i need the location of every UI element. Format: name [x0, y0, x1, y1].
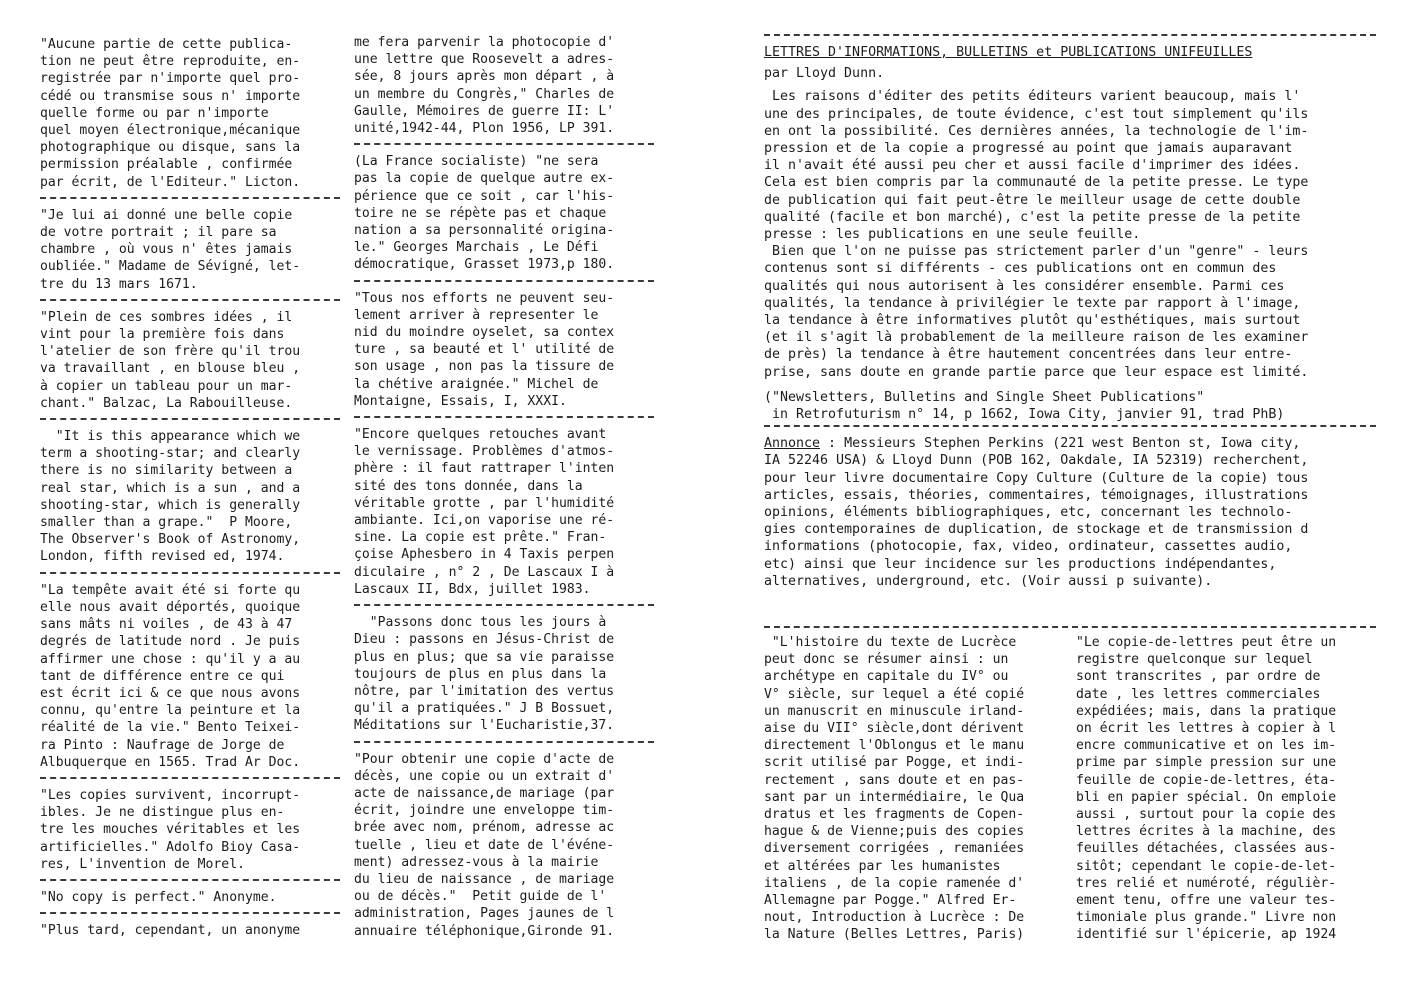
article-citation: ("Newsletters, Bulletins and Single Sheet Publications" in Retrofuturism n° 14, p 1662, Iowa City, janvier 91, trad PhB) — [764, 389, 1285, 423]
quote-bioy-casares: "Les copies survivent, incorrupt- ibles. Je ne distingue plus en- tre les mouches véritables et les artificielles." Adolfo Bioy Casa- res, L'invention de Morel. — [40, 787, 301, 872]
dashed-divider — [764, 626, 1376, 628]
quote-ernout: "L'histoire du texte de Lucrèce peut donc se résumer ainsi : un archétype en capitale du IV° ou V° siècle, sur lequel a été copié un manuscrit en minuscule irland- aise du VII° siècle,dont dérivent directement l'Oblongus et le manu scrit utilisé par Pogge, et indi- rectement , sans doute et en pas- sant par un intermédiaire, le Qua dratus et les fragments de Copen- hague & de Vienne;puis des copies diversement corrigées , remaniées et altérées par les humanistes italiens , de la copie ramenée d' Allemagne par Pogge." Alfred Er- nout, Introduction à Lucrèce : De la Nature (Belles Lettres, Paris) — [764, 635, 1025, 943]
dashed-divider — [40, 197, 340, 199]
quote-licton: "Aucune partie de cette publica- tion ne peut être reproduite, en- registrée par n'importe quel pro- cédé ou transmise sous n' importe quelle forme ou par n'importe quel moyen électronique,mécanique photographique ou disque, sans la permission préalable , confirmée par écrit, de l'Editeur." Licton. — [40, 37, 301, 190]
quote-balzac: "Plein de ces sombres idées , il vint pour la première fois dans l'atelier de son frère qu'il trou va travaillant , en blouse bleu , à copier un tableau pour un mar- chant." Balzac, La Rabouilleuse. — [40, 309, 301, 411]
quote-aphesbero: "Encore quelques retouches avant le vernissage. Problèmes d'atmos- phère : il faut rattraper l'inten sité des tons donnée, dans la véritable grotte , par l'humidité ambiante. Ici,on vaporise une ré- sine. La copie est prête." Fran- çoise Aphesbero in 4 Taxis perpen diculaire , n° 2 , De Lascaux I à Lascaux II, Bdx, juillet 1983. — [354, 427, 615, 597]
dashed-divider — [354, 741, 654, 743]
right-page — [764, 32, 1376, 943]
left-page-column-2 — [354, 34, 654, 940]
quote-anonyme: "No copy is perfect." Anonyme. — [40, 889, 277, 905]
article-body: Les raisons d'éditer des petits éditeurs varient beaucoup, mais l' une des principales, de toute évidence, c'est tout simplement qu'ils en ont la possibilité. Ces dernières années, la technologie de l'im- pression et de la copie a progressé au point que jamais auparavant il n'avait été aussi peu cher et aussi facile d'imprimer des idées. Cela est bien compris par la communauté de la petite presse. Le type de publication qui fait peut-être le meilleur usage de cette double qualité (facile et bon marché), c'est la petite presse de la petite presse : les publications en une seule feuille. Bien que l'on ne puisse pas strictement parler d'un "genre" - leurs contenus sont si différents - ces publications ont en commun des qualités qui nous autorisent à les considérer ensemble. Parmi ces qualités, la tendance à privilégier le texte par rapport à l'image, la tendance à être informatives plutôt qu'esthétiques, mais surtout (et il s'agit là probablement de la meilleure raison de les examiner de près) la tendance à être hautement concentrées dans leur entre- prise, sans doute en grande partie parce que leur espace est limité. — [764, 89, 1309, 380]
dashed-divider — [40, 777, 340, 779]
article-byline: par Lloyd Dunn. — [764, 66, 885, 82]
annonce-text: : Messieurs Stephen Perkins (221 west Benton st, Iowa city, IA 52246 USA) & Lloyd Dunn (POB 162, Oakdale, IA 52319) recherchent, pour leur livre documentaire Copy Culture (Culture de la copie) tous articles, essais, théories, commentaires, témoignages, illustrations opinions, éléments bibliographiques, etc, concernant les technolo- gies contemporaines de duplication, de stockage et de transmission d informations (photocopie, fax, video, ordinateur, cassettes audio, etc) ainsi que leur incidence sur les productions indépendantes, alternatives, underground, etc. (Voir aussi p suivante). — [764, 436, 1309, 589]
dashed-divider — [354, 604, 654, 606]
quote-petit-guide: "Pour obtenir une copie d'acte de décès, une copie ou un extrait d' acte de naissance,de mariage (par écrit, joindre une enveloppe tim- brée avec nom, prénom, adresse ac tuelle , lieu et date de l'événe- ment) adressez-vous à la mairie du lieu de naissance , de mariage ou de décès." Petit guide de l' administration, Pages jaunes de l annuaire téléphonique,Gironde 91. — [354, 751, 615, 939]
quote-teixeira-pinto: "La tempête avait été si forte qu elle nous avait déportés, quoique sans mâts ni voiles , de 43 à 47 degrés de latitude nord . Je puis affirmer une chose : qu'il y a au tant de différence entre ce qui est écrit ici & ce que nous avons connu, qu'entre la peinture et la réalité de la vie." Bento Teixei- ra Pinto : Naufrage de Jorge de Albuquerque en 1565. Trad Ar Doc. — [40, 582, 301, 770]
dashed-divider — [40, 418, 340, 420]
dashed-divider — [40, 912, 340, 914]
annonce-block — [764, 435, 1376, 590]
quote-sevigne: "Je lui ai donné une belle copie de votre portrait ; il pare sa chambre , où vous n' êtes jamais oubliée." Madame de Sévigné, let- tre du 13 mars 1671. — [40, 207, 301, 292]
dashed-divider — [764, 34, 1376, 36]
quote-moore: "It is this appearance which we term a shooting-star; and clearly there is no similarity between a real star, which is a sun , and a shooting-star, which is generally smaller than a grape." P Moore, The Observer's Book of Astronomy, London, fifth revised ed, 1974. — [40, 429, 301, 565]
dashed-divider — [354, 416, 654, 418]
dashed-divider — [354, 143, 654, 145]
quote-de-gaulle: me fera parvenir la photocopie d' une lettre que Roosevelt a adres- sée, 8 jours après mon départ , à un membre du Congrès," Charles de Gaulle, Mémoires de guerre II: L' unité,1942-44, Plon 1956, LP 391. — [354, 35, 615, 137]
left-page-column-1 — [40, 36, 340, 939]
right-page-lower-columns — [764, 626, 1376, 974]
annonce-label: Annonce — [764, 436, 821, 452]
quote-marchais: (La France socialiste) "ne sera pas la copie de quelque autre ex- périence que ce soit , car l'his- toire ne se répète pas et chaque nation a sa personnalité origina- le." Georges Marchais , Le Défi démocratique, Grasset 1973,p 180. — [354, 154, 615, 273]
quote-plus-tard: "Plus tard, cependant, un anonyme — [40, 923, 301, 939]
dashed-divider — [40, 299, 340, 301]
quote-bossuet: "Passons donc tous les jours à Dieu : passons en Jésus-Christ de plus en plus; que sa vie paraisse toujours de plus en plus dans la nôtre, par l'imitation des vertus qu'il a pratiquées." J B Bossuet, Méditations sur l'Eucharistie,37. — [354, 615, 615, 734]
dashed-divider — [764, 425, 1376, 427]
quote-copie-de-lettres: "Le copie-de-lettres peut être un registre quelconque sur lequel sont transcrites , par ordre de date , les lettres commerciales expédiées; mais, dans la pratique on écrit les lettres à copier à l encre communicative et on les im- prime par simple pression sur une feuille de copie-de-lettres, éta- bli en papier spécial. On emploie aussi , surtout pour la copie des lettres écrites à la machine, des feuilles détachées, classées aus- sitôt; cependant le copie-de-let- tres relié et numéroté, régulièr- ement tenu, offre une valeur tes- timoniale plus grande." Livre non identifié sur l'épicerie, ap 1924 — [1076, 635, 1337, 943]
quote-montaigne: "Tous nos efforts ne peuvent seu- lement arriver à representer le nid du moindre oyselet, sa contex ture , sa beauté et l' utilité de son usage , non pas la tissure de la chétive araignée." Michel de Montaigne, Essais, I, XXXI. — [354, 290, 615, 409]
dashed-divider — [40, 572, 340, 574]
dashed-divider — [354, 280, 654, 282]
article-title: LETTRES D'INFORMATIONS, BULLETINS et PUBLICATIONS UNIFEUILLES — [764, 45, 1253, 60]
dashed-divider — [40, 879, 340, 881]
